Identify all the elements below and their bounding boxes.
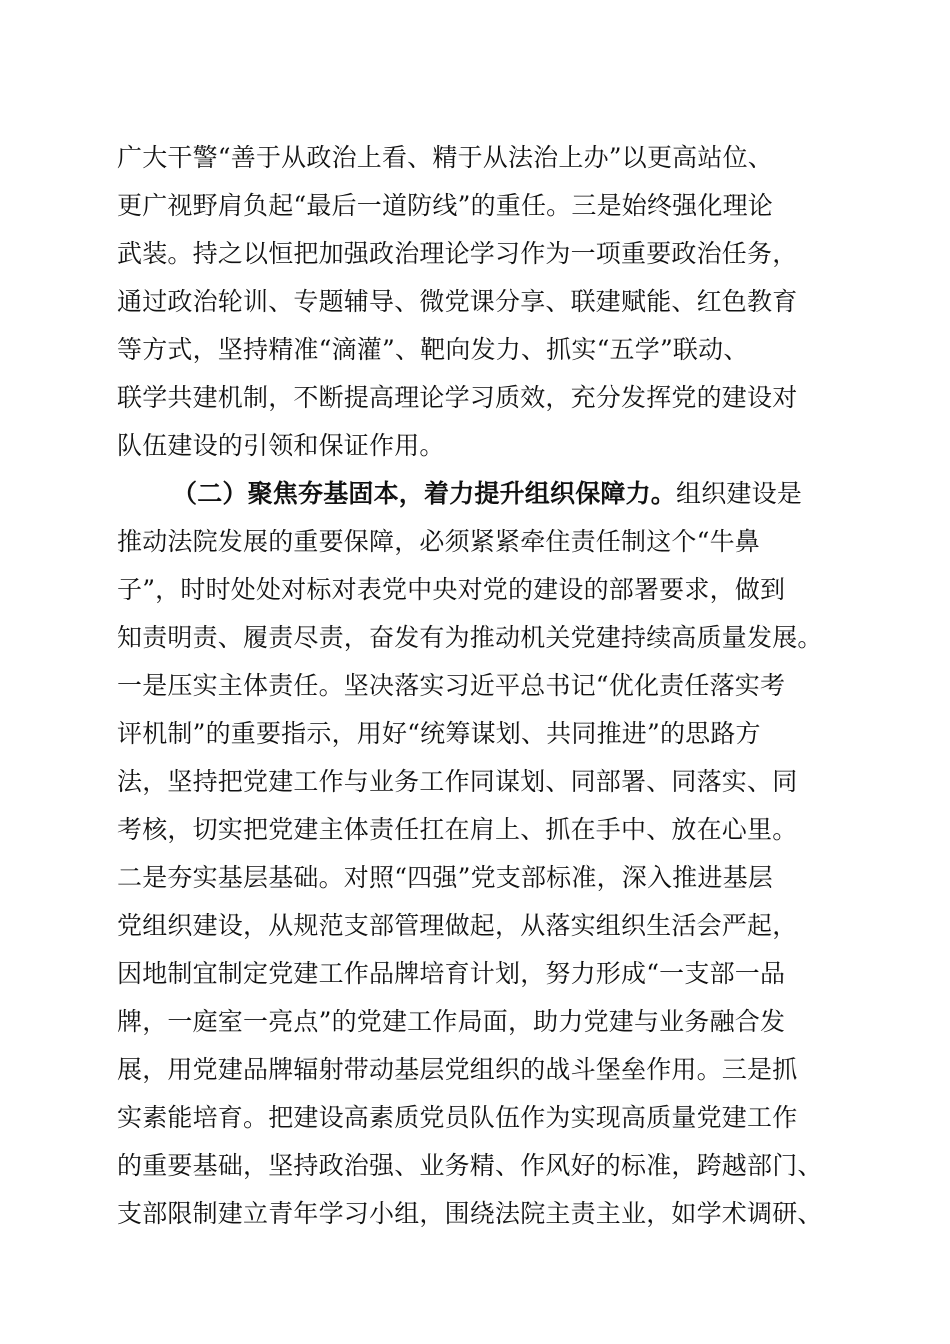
text-line: 二是夯实基层基础。对照“四强”党支部标准，深入推进基层 xyxy=(117,863,773,892)
section-first-line xyxy=(117,470,837,518)
text-line: 党组织建设，从规范支部管理做起，从落实组织生活会严起， xyxy=(117,911,798,940)
text-line: 支部限制建立青年学习小组，围绕法院主责主业，如学术调研、 xyxy=(117,1199,823,1228)
text-line: 一是压实主体责任。坚决落实习近平总书记“优化责任落实考 xyxy=(117,671,786,700)
text-line: 联学共建机制，不断提高理论学习质效，充分发挥党的建设对 xyxy=(117,383,798,412)
text-line: 法，坚持把党建工作与业务工作同谋划、同部署、同落实、同 xyxy=(117,767,798,796)
text-line: 推动法院发展的重要保障，必须紧紧牵住责任制这个“牛鼻 xyxy=(117,527,760,556)
document-body xyxy=(117,134,837,1238)
text-line: 实素能培育。把建设高素质党员队伍作为实现高质量党建工作 xyxy=(117,1103,798,1132)
text-line: 通过政治轮训、专题辅导、微党课分享、联建赋能、红色教育 xyxy=(117,287,798,316)
paragraph-2 xyxy=(117,470,837,1238)
text-line: 的重要基础，坚持政治强、业务精、作风好的标准，跨越部门、 xyxy=(117,1151,823,1180)
text-line: 牌，一庭室一亮点”的党建工作局面，助力党建与业务融合发 xyxy=(117,1007,786,1036)
paragraph-1 xyxy=(117,134,837,470)
text-line: 广大干警“善于从政治上看、精于从法治上办”以更高站位、 xyxy=(117,143,773,172)
text-line: 等方式，坚持精准“滴灌”、靶向发力、抓实“五学”联动、 xyxy=(117,335,749,364)
section-first-line-text: 组织建设是 xyxy=(676,479,803,508)
text-line: 队伍建设的引领和保证作用。 xyxy=(117,431,445,460)
text-line: 子”，时时处处对标对表党中央对党的建设的部署要求，做到 xyxy=(117,575,786,604)
section-heading: （二）聚焦夯基固本，着力提升组织保障力。 xyxy=(172,479,677,508)
text-line: 武装。持之以恒把加强政治理论学习作为一项重要政治任务， xyxy=(117,239,798,268)
text-line: 更广视野肩负起“最后一道防线”的重任。三是始终强化理论 xyxy=(117,191,773,220)
text-line: 知责明责、履责尽责，奋发有为推动机关党建持续高质量发展。 xyxy=(117,623,823,652)
text-line: 因地制宜制定党建工作品牌培育计划，努力形成“一支部一品 xyxy=(117,959,786,988)
text-line: 考核，切实把党建主体责任扛在肩上、抓在手中、放在心里。 xyxy=(117,815,798,844)
text-line: 评机制”的重要指示，用好“统筹谋划、共同推进”的思路方 xyxy=(117,719,761,748)
text-line: 展，用党建品牌辐射带动基层党组织的战斗堡垒作用。三是抓 xyxy=(117,1055,798,1084)
